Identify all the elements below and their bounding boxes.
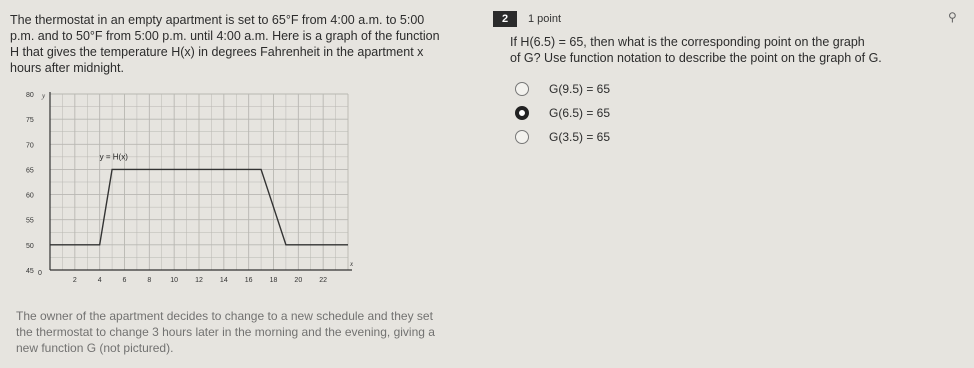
y-tick-label: 65 bbox=[26, 167, 34, 175]
y-tick-label: 70 bbox=[26, 142, 34, 150]
question-number-badge: 2 bbox=[493, 11, 517, 27]
x-axis-label: x bbox=[350, 260, 354, 268]
context-line-4: hours after midnight. bbox=[10, 61, 124, 75]
context-line-1: The thermostat in an empty apartment is set to 65°F from 4:00 a.m. to 5:00 bbox=[10, 13, 425, 27]
radio-button[interactable] bbox=[515, 130, 529, 144]
y-tick-label: 55 bbox=[26, 217, 34, 225]
answer-option[interactable] bbox=[515, 103, 610, 123]
y-axis-label: y bbox=[42, 92, 46, 100]
followup-text bbox=[16, 308, 486, 356]
pin-icon[interactable]: ⚲ bbox=[948, 10, 957, 24]
x-tick-label: 14 bbox=[219, 277, 228, 284]
followup-line-1: The owner of the apartment decides to change to a new schedule and they set bbox=[16, 309, 433, 323]
radio-button[interactable] bbox=[515, 82, 529, 96]
function-label: y = H(x) bbox=[99, 152, 128, 162]
y-tick-label: 75 bbox=[26, 117, 34, 125]
y-tick-label: 60 bbox=[26, 192, 34, 200]
answer-options bbox=[515, 79, 610, 151]
answer-option[interactable] bbox=[515, 127, 610, 147]
x-tick-label: 4 bbox=[97, 277, 102, 284]
x-tick-label: 22 bbox=[319, 277, 328, 284]
prompt-line-2: of G? Use function notation to describe the point on the graph of G. bbox=[510, 51, 882, 65]
question-context bbox=[10, 12, 480, 76]
y-tick-label: 80 bbox=[26, 92, 34, 99]
followup-line-3: new function G (not pictured). bbox=[16, 341, 174, 355]
prompt-line-1: If H(6.5) = 65, then what is the corresponding point on the graph bbox=[510, 35, 865, 49]
answer-label: G(6.5) = 65 bbox=[549, 106, 611, 120]
radio-button-selected[interactable] bbox=[515, 106, 529, 120]
x-tick-label: 10 bbox=[170, 277, 179, 284]
followup-line-2: the thermostat to change 3 hours later in the morning and the evening, giving a bbox=[16, 325, 435, 339]
y-tick-label: 45 bbox=[26, 268, 34, 275]
x-tick-label: 18 bbox=[269, 277, 278, 284]
x-tick-label: 6 bbox=[122, 277, 127, 284]
x-tick-label: 16 bbox=[244, 277, 253, 284]
temperature-graph bbox=[16, 88, 356, 288]
context-line-3: H that gives the temperature H(x) in degrees Fahrenheit in the apartment x bbox=[10, 45, 424, 59]
answer-label: G(9.5) = 65 bbox=[549, 82, 611, 96]
context-line-2: p.m. and to 50°F from 5:00 p.m. until 4:00 a.m. Here is a graph of the function bbox=[10, 29, 440, 43]
answer-label: G(3.5) = 65 bbox=[549, 130, 611, 144]
x-tick-label: 12 bbox=[195, 277, 203, 284]
origin-label: 0 bbox=[38, 270, 42, 277]
x-tick-label: 20 bbox=[294, 277, 303, 284]
y-tick-label: 50 bbox=[26, 242, 34, 250]
x-tick-label: 8 bbox=[147, 277, 152, 284]
graph-svg bbox=[16, 88, 356, 288]
x-tick-label: 2 bbox=[72, 277, 77, 284]
answer-option[interactable] bbox=[515, 79, 610, 99]
points-label: 1 point bbox=[528, 13, 562, 25]
question-prompt bbox=[510, 34, 965, 66]
